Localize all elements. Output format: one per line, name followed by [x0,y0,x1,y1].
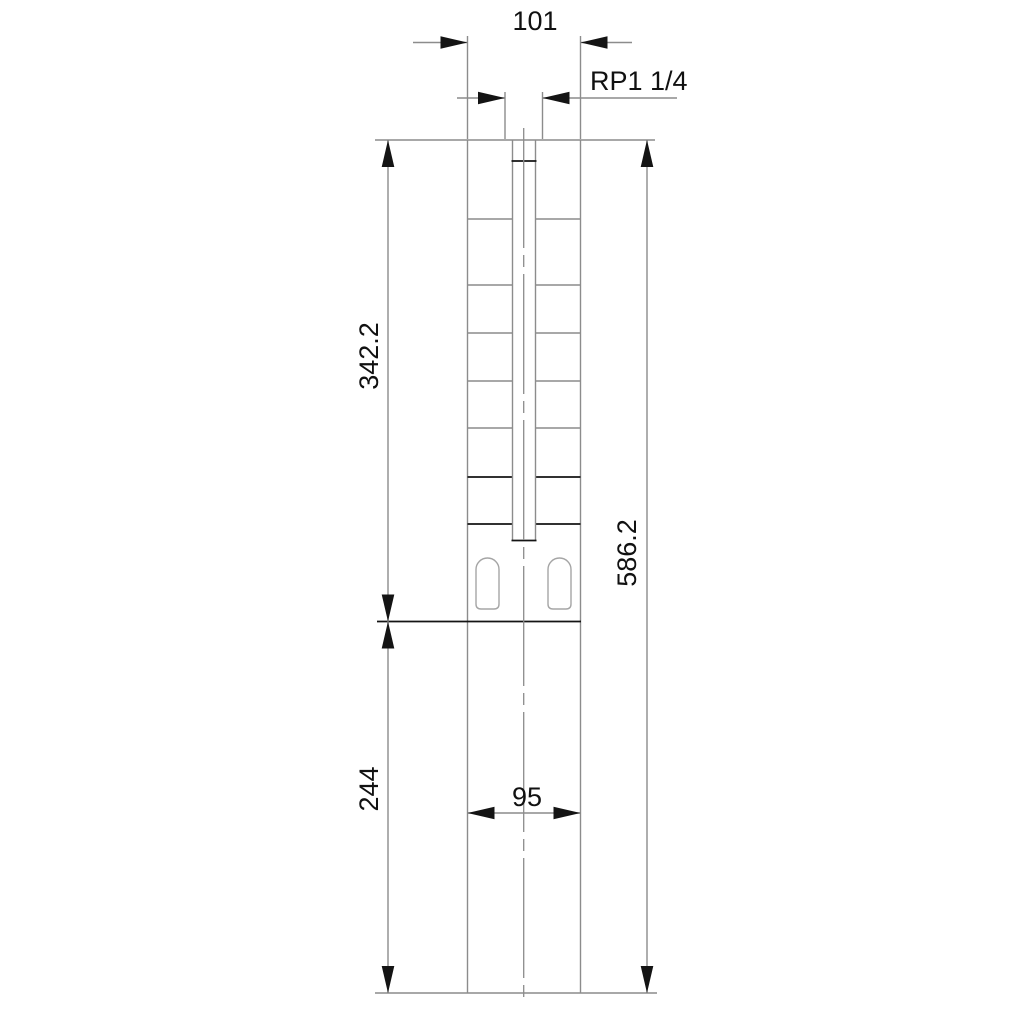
arrowhead-left-icon [581,36,608,49]
dimension-motor-length [354,622,394,994]
arrowhead-up-icon [382,622,395,649]
arrowhead-right-icon [441,36,468,49]
dimension-overall-length [612,140,653,993]
dim-label-motor-width: 95 [511,782,543,812]
arrowhead-down-icon [382,966,395,993]
arrowhead-left-icon [468,807,495,820]
dim-label-overall-length: 586.2 [612,519,642,587]
arrowhead-down-icon [641,966,654,993]
dimension-thread [457,66,688,104]
arrowhead-up-icon [641,140,654,167]
thread-size-label: RP1 1/4 [590,66,688,96]
arrowhead-up-icon [382,140,395,167]
dim-label-top-width: 101 [512,6,558,36]
suction-slot-right [548,558,571,609]
arrowhead-right-icon [478,92,505,105]
dim-label-motor-length: 244 [354,766,384,812]
arrowhead-left-icon [543,92,570,105]
arrowhead-down-icon [382,595,395,622]
dim-label-pump-length: 342.2 [354,322,384,390]
arrowhead-right-icon [554,807,581,820]
suction-slot-left [476,558,499,609]
dimension-pump-length [354,140,394,622]
